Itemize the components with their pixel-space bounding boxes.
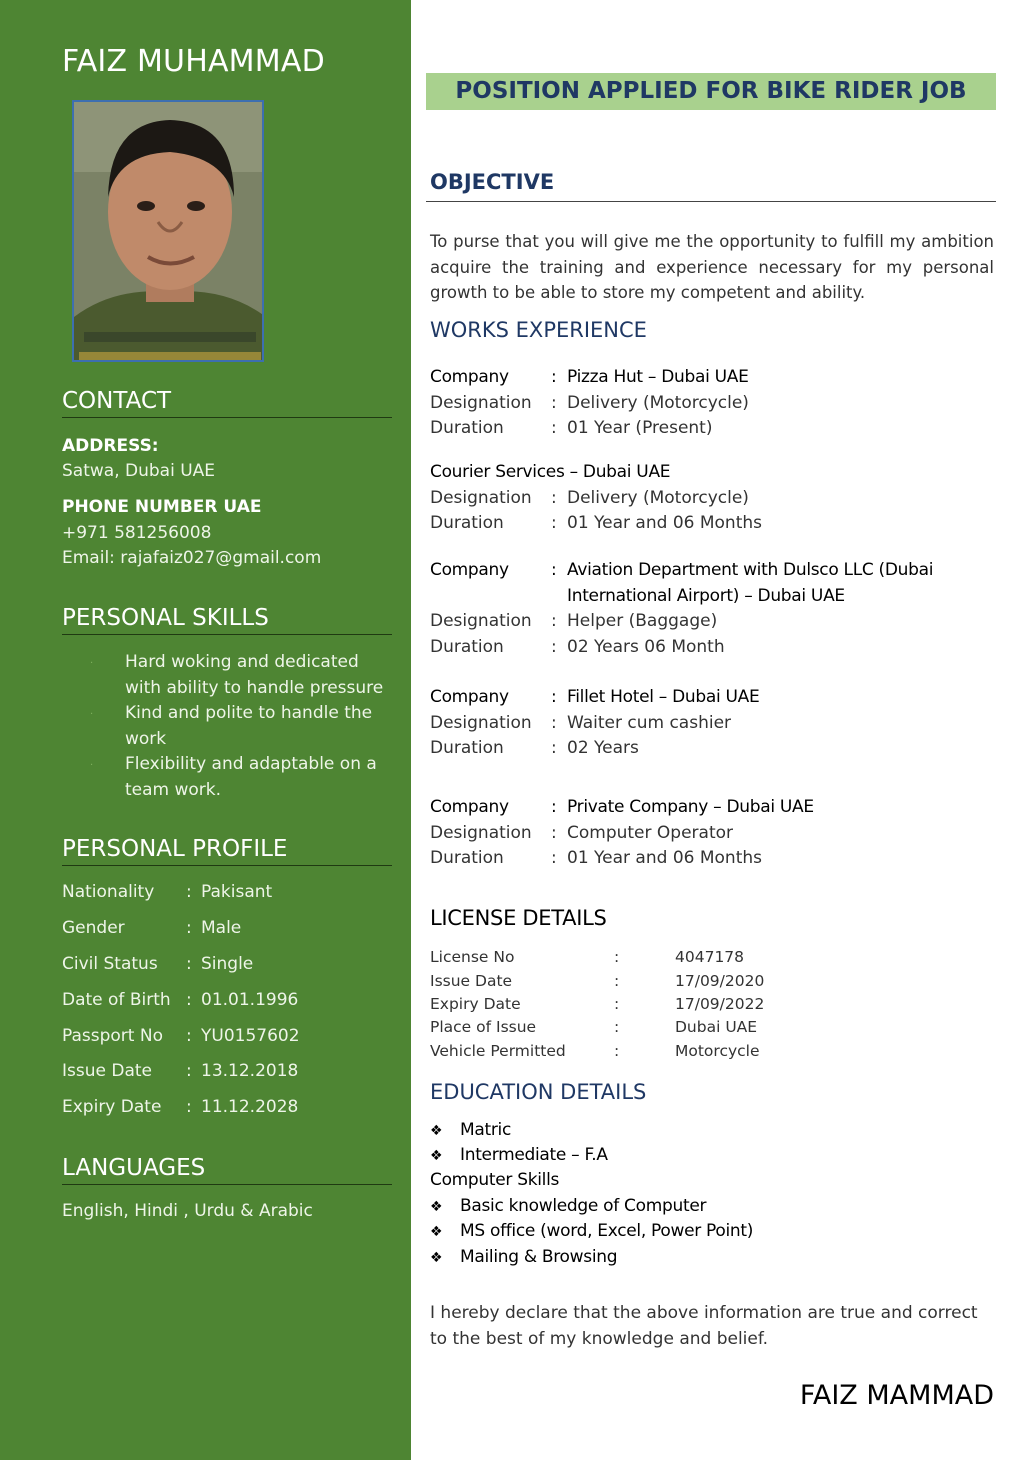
job-company-row: [430, 687, 996, 713]
profile-label: Expiry Date: [62, 1097, 162, 1117]
designation-label: Designation: [430, 392, 532, 413]
license-label: Expiry Date: [430, 995, 521, 1013]
skills-heading: PERSONAL SKILLS: [62, 605, 392, 635]
colon: :: [551, 687, 557, 707]
address-value: Satwa, Dubai UAE: [62, 461, 216, 481]
profile-colon: :: [186, 990, 192, 1010]
education-item: [430, 1120, 511, 1140]
colon: :: [551, 738, 557, 758]
designation-label: Designation: [430, 611, 532, 631]
languages-heading: LANGUAGES: [62, 1155, 392, 1185]
profile-colon: :: [186, 1061, 192, 1081]
education-text: Intermediate – F.A: [460, 1145, 608, 1165]
job-duration-row: [430, 637, 996, 663]
license-label: Place of Issue: [430, 1018, 537, 1036]
profile-value: 13.12.2018: [201, 1061, 299, 1081]
designation-value: Computer Operator: [567, 822, 734, 843]
license-label: Issue Date: [430, 972, 513, 990]
job-entry: [430, 462, 996, 539]
job-entry: [430, 367, 996, 444]
job-entry: [430, 687, 996, 764]
profile-colon: :: [186, 1097, 192, 1117]
company-label: Company: [430, 367, 509, 387]
company-value: Fillet Hotel – Dubai UAE: [567, 687, 760, 707]
job-entry: [430, 560, 996, 662]
skill-item: . Hard woking and dedicated with ability to handle pressure: [62, 650, 392, 701]
license-value: 17/09/2020: [675, 972, 765, 990]
profile-label: Passport No: [62, 1026, 163, 1046]
diamond-bullet-icon: ❖: [430, 1148, 443, 1164]
phone-value: +971 581256008: [62, 523, 212, 543]
company-value: Pizza Hut – Dubai UAE: [567, 367, 749, 387]
duration-value: 01 Year (Present): [567, 418, 713, 438]
duration-value: 01 Year and 06 Months: [567, 513, 762, 533]
profile-value: Single: [201, 954, 254, 974]
company-value: Aviation Department with Dulsco LLC (Dubai: [567, 560, 934, 580]
job-duration-row: [430, 418, 996, 444]
profile-label: Date of Birth: [62, 990, 171, 1010]
education-heading: EDUCATION DETAILS: [430, 1080, 647, 1104]
profile-colon: :: [186, 954, 192, 974]
computer-skill-item: [430, 1196, 706, 1216]
profile-colon: :: [186, 918, 192, 938]
colon: :: [551, 797, 557, 817]
skills-list: [62, 650, 392, 803]
contact-heading: CONTACT: [62, 388, 392, 418]
designation-value: Waiter cum cashier: [567, 712, 732, 733]
declaration-text: I hereby declare that the above information are true and correct to the best of my knowledge and belief.: [430, 1303, 978, 1349]
colon: :: [614, 995, 620, 1013]
license-value: Motorcycle: [675, 1042, 760, 1060]
company-value: Courier Services – Dubai UAE: [430, 462, 671, 482]
designation-label: Designation: [430, 822, 532, 843]
colon: :: [551, 560, 557, 580]
profile-label: Gender: [62, 918, 125, 938]
license-label: License No: [430, 948, 515, 966]
colon: :: [551, 418, 557, 438]
objective-text: To purse that you will give me the opportunity to fulfill my ambition acquire the training and experience necessary for my personal growth to be able to store my competent and ability.: [430, 232, 994, 302]
diamond-bullet-icon: ❖: [430, 1123, 443, 1139]
profile-label: Nationality: [62, 882, 155, 902]
job-designation-row: [430, 611, 996, 637]
job-company-row: [430, 560, 996, 586]
objective-heading: OBJECTIVE: [430, 170, 555, 194]
diamond-bullet-icon: ❖: [430, 1199, 443, 1215]
experience-heading: WORKS EXPERIENCE: [430, 318, 647, 342]
diamond-bullet-icon: ❖: [430, 1250, 443, 1266]
duration-value: 02 Years: [567, 738, 639, 758]
job-designation-row: [430, 393, 996, 419]
skill-item: . Flexibility and adaptable on a team work.: [62, 752, 392, 803]
company-value-continued: International Airport) – Dubai UAE: [567, 585, 845, 606]
diamond-bullet-icon: ❖: [430, 1224, 443, 1240]
email-value: Email: rajafaiz027@gmail.com: [62, 548, 322, 568]
computer-skill-text: MS office (word, Excel, Power Point): [460, 1221, 754, 1241]
job-entry: [430, 797, 996, 874]
job-company-row: [430, 367, 996, 393]
license-heading: LICENSE DETAILS: [430, 906, 607, 930]
duration-label: Duration: [430, 418, 504, 438]
job-designation-row: [430, 823, 996, 849]
colon: :: [551, 712, 557, 733]
colon: :: [614, 948, 620, 966]
person-photo-icon: [74, 102, 264, 362]
profile-label: Civil Status: [62, 954, 158, 974]
colon: :: [551, 822, 557, 843]
designation-value: Delivery (Motorcycle): [567, 487, 749, 508]
designation-label: Designation: [430, 712, 532, 733]
colon: :: [614, 1018, 620, 1036]
colon: :: [551, 487, 557, 508]
profile-heading: PERSONAL PROFILE: [62, 836, 392, 866]
job-duration-row: [430, 738, 996, 764]
license-value: 17/09/2022: [675, 995, 765, 1013]
duration-value: 02 Years 06 Month: [567, 636, 725, 657]
colon: :: [551, 611, 557, 631]
colon: :: [551, 636, 557, 657]
signature-name: FAIZ MAMMAD: [799, 1380, 994, 1411]
computer-skill-item: [430, 1221, 753, 1241]
computer-skill-text: Basic knowledge of Computer: [460, 1196, 707, 1216]
job-company-row: [430, 462, 996, 488]
profile-photo: [72, 100, 264, 362]
education-item: [430, 1145, 608, 1165]
profile-colon: :: [186, 882, 192, 902]
company-value: Private Company – Dubai UAE: [567, 797, 814, 817]
computer-skill-text: Mailing & Browsing: [460, 1247, 618, 1267]
duration-label: Duration: [430, 636, 504, 657]
company-label: Company: [430, 560, 509, 580]
computer-skills-heading: Computer Skills: [430, 1170, 560, 1190]
job-designation-row: [430, 488, 996, 514]
duration-label: Duration: [430, 848, 504, 868]
profile-value: 11.12.2028: [201, 1097, 299, 1117]
colon: :: [551, 392, 557, 413]
profile-value: Pakisant: [201, 882, 273, 902]
sidebar: [0, 0, 411, 1460]
job-company-row-continued: [430, 586, 996, 612]
license-label: Vehicle Permitted: [430, 1042, 566, 1060]
colon: :: [551, 367, 557, 387]
colon: :: [614, 1042, 620, 1060]
job-company-row: [430, 797, 996, 823]
profile-value: YU0157602: [201, 1026, 300, 1046]
profile-label: Issue Date: [62, 1061, 152, 1081]
duration-label: Duration: [430, 738, 504, 758]
education-text: Matric: [460, 1120, 512, 1140]
position-banner: POSITION APPLIED FOR BIKE RIDER JOB: [426, 73, 996, 110]
designation-value: Delivery (Motorcycle): [567, 392, 749, 413]
license-value: Dubai UAE: [675, 1018, 758, 1036]
duration-label: Duration: [430, 513, 504, 533]
profile-value: 01.01.1996: [201, 990, 299, 1010]
company-label: Company: [430, 797, 509, 817]
address-label: ADDRESS:: [62, 436, 159, 456]
computer-skill-item: [430, 1247, 617, 1267]
profile-value: Male: [201, 918, 242, 938]
colon: :: [614, 972, 620, 990]
job-duration-row: [430, 513, 996, 539]
colon: :: [551, 848, 557, 868]
job-duration-row: [430, 848, 996, 874]
designation-value: Helper (Baggage): [567, 611, 718, 631]
profile-colon: :: [186, 1026, 192, 1046]
objective-divider: [426, 201, 996, 202]
job-designation-row: [430, 713, 996, 739]
languages-value: English, Hindi , Urdu & Arabic: [62, 1201, 313, 1221]
skill-item: . Kind and polite to handle the work: [62, 701, 392, 752]
colon: :: [551, 513, 557, 533]
license-value: 4047178: [675, 948, 745, 966]
duration-value: 01 Year and 06 Months: [567, 848, 762, 868]
company-label: Company: [430, 687, 509, 707]
phone-label: PHONE NUMBER UAE: [62, 497, 262, 517]
designation-label: Designation: [430, 487, 532, 508]
candidate-name: FAIZ MUHAMMAD: [62, 44, 325, 79]
